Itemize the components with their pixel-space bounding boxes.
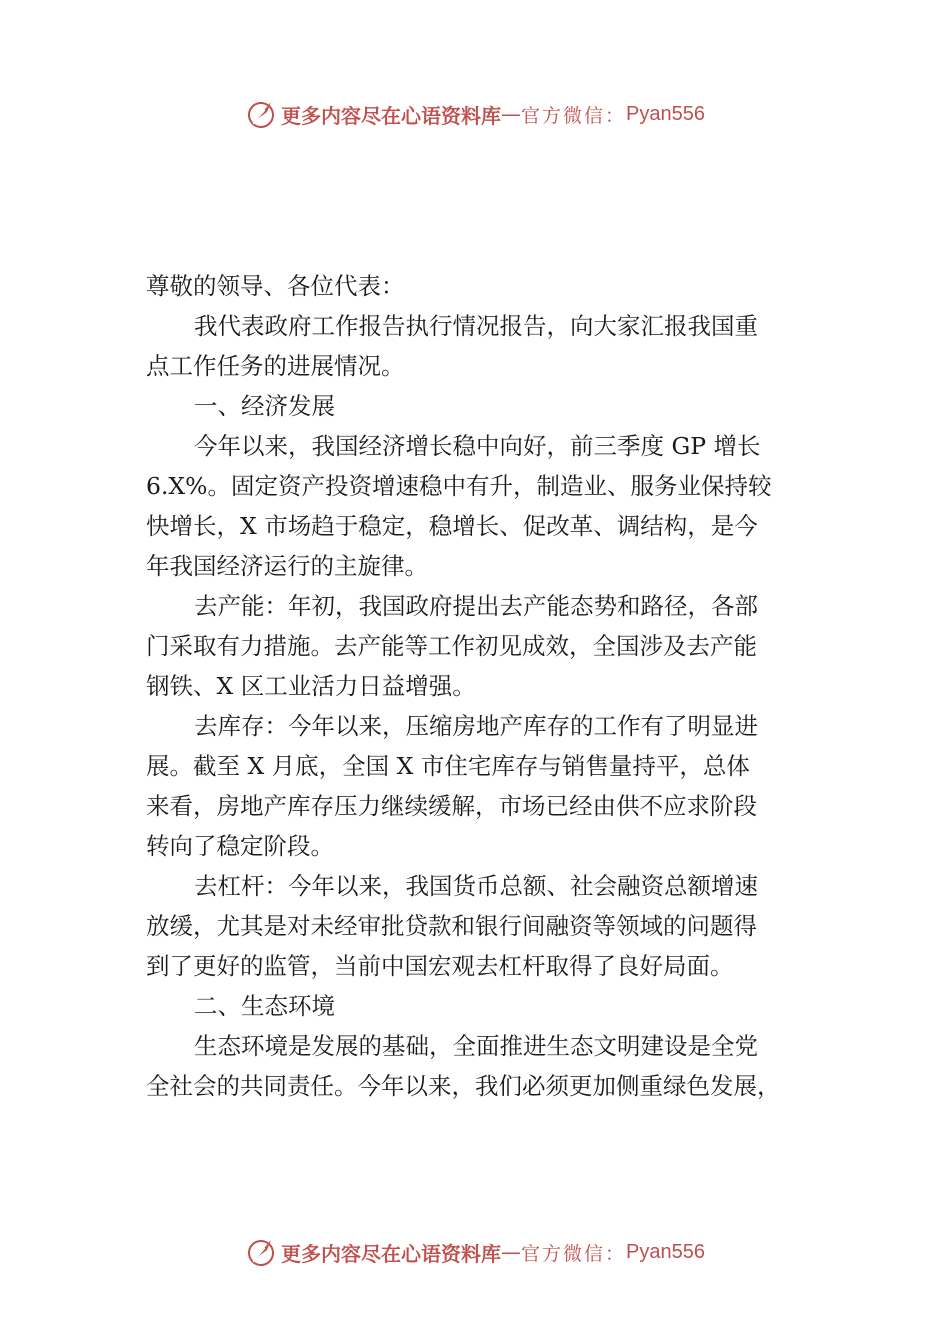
paragraph-line: 转向了稳定阶段。 xyxy=(146,832,334,860)
section-heading: 一、经济发展 xyxy=(194,392,335,420)
salutation: 尊敬的领导、各位代表： xyxy=(146,272,405,300)
paragraph-line: 到了更好的监管，当前中国宏观去杠杆取得了良好局面。 xyxy=(146,952,734,980)
banner-wechat-label: 官方微信： xyxy=(521,1242,627,1265)
paragraph-line: 全社会的共同责任。今年以来，我们必须更加侧重绿色发展， xyxy=(146,1072,781,1100)
paragraph-line: 门采取有力措施。去产能等工作初见成效，全国涉及去产能 xyxy=(146,632,757,660)
banner-wechat-id: Pyan556 xyxy=(626,1240,705,1263)
banner-dash: — xyxy=(501,102,521,126)
paragraph-line: 去杠杆：今年以来，我国货币总额、社会融资总额增速 xyxy=(194,872,758,900)
banner-dash: — xyxy=(501,1240,521,1264)
banner-wechat-id: Pyan556 xyxy=(626,102,705,125)
feather-pen-seal-icon xyxy=(245,1236,277,1268)
paragraph-line: 生态环境是发展的基础，全面推进生态文明建设是全党 xyxy=(194,1032,758,1060)
paragraph-line: 去产能：年初，我国政府提出去产能态势和路径，各部 xyxy=(194,592,758,620)
paragraph-line: 年我国经济运行的主旋律。 xyxy=(146,552,428,580)
banner-wechat-label: 官方微信： xyxy=(521,104,627,127)
paragraph-line: 今年以来，我国经济增长稳中向好，前三季度 GP 增长 xyxy=(194,432,761,460)
document-body xyxy=(146,266,808,1106)
paragraph-line: 来看，房地产库存压力继续缓解，市场已经由供不应求阶段 xyxy=(146,792,757,820)
header-banner xyxy=(0,94,950,134)
paragraph-line: 我代表政府工作报告执行情况报告，向大家汇报我国重 xyxy=(194,312,758,340)
paragraph-line: 点工作任务的进展情况。 xyxy=(146,352,405,380)
banner-title: 更多内容尽在心语资料库 xyxy=(281,1241,501,1266)
section-heading: 二、生态环境 xyxy=(194,992,335,1020)
footer-banner xyxy=(0,1232,950,1272)
paragraph-line: 钢铁、X 区工业活力日益增强。 xyxy=(146,672,476,700)
banner-title: 更多内容尽在心语资料库 xyxy=(281,103,501,128)
feather-pen-seal-icon xyxy=(245,98,277,130)
paragraph-line: 快增长，X 市场趋于稳定，稳增长、促改革、调结构，是今 xyxy=(146,512,758,540)
paragraph-line: 放缓，尤其是对未经审批贷款和银行间融资等领域的问题得 xyxy=(146,912,757,940)
paragraph-line: 展。截至 X 月底，全国 X 市住宅库存与销售量持平，总体 xyxy=(146,752,750,780)
paragraph-line: 去库存：今年以来，压缩房地产库存的工作有了明显进 xyxy=(194,712,758,740)
paragraph-line: 6.X%。固定资产投资增速稳中有升，制造业、服务业保持较 xyxy=(146,472,772,500)
